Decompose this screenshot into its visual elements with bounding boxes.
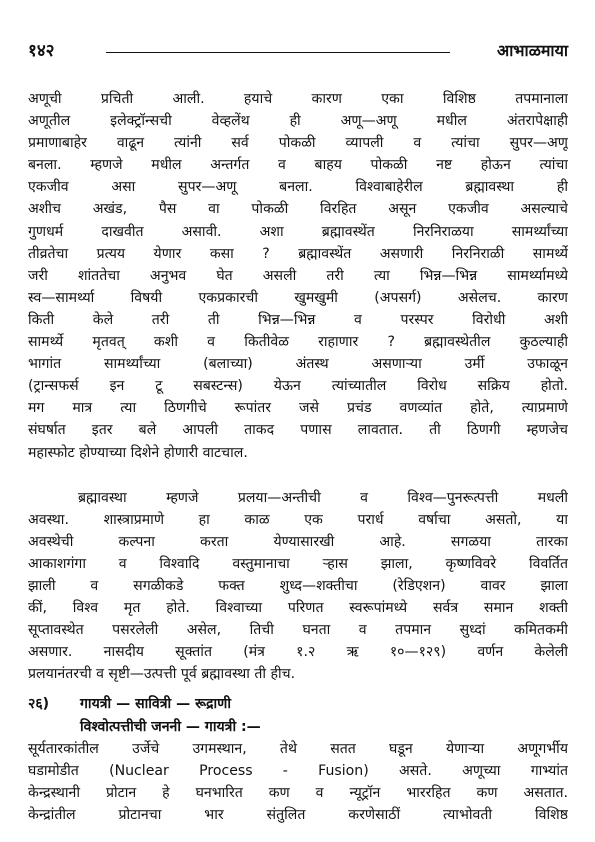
text-line: अवस्थेची कल्पना करता येण्यासारखी आहे. सगळया तारका [28,533,568,550]
text-line: ब्रह्मावस्था म्हणजे प्रलया—अन्तीची व विश्व—पुनरूत्पत्ती मधली [78,489,568,506]
text-line: महास्फोट होण्याच्या दिशेने होणारी वाटचाल. [28,444,248,461]
text-line: प्रमाणाबाहेर वाढून त्यांनी सर्व पोकळी व्यापली व त्यांचा सुपर—अणू [28,135,568,152]
text-line: अणूची प्रचिती आली. हयाचे कारण एका विशिष्ठ तपमानाला [28,91,568,107]
section-number: २६) [28,696,50,713]
text-line: केन्द्रांतील प्रोटानचा भार संतुलित करणेसाठीं त्याभोवती विशिष्ठ [28,806,568,823]
text-line: (ट्रान्सफर्स इन टू सबस्टन्स) येऊन त्यांच्यातील विरोध सक्रिय होतो. [28,378,568,395]
text-line: सूप्तावस्थेत पसरलेली असेल, तिची घनता व तपमान सुध्दां कमितकमी [28,622,568,639]
text-line: गुणधर्म दाखवीत असावी. अशा ब्रह्मावस्थेंत निरनिराळया सामर्थ्यांच्या [28,223,568,240]
text-line: घडामोडीत (Nuclear Process - Fusion) असते. अणूच्या गाभ्यांत [28,762,568,779]
text-line: आकाशगंगा व विश्वादि वस्तुमानाचा ऱ्हास झाला, कृष्णविवरे विवर्तित [28,555,568,572]
header-rule [106,52,450,53]
text-line: स्व—सामर्थ्या विषयी एकप्रकारची खुमखुमी (अपसर्ग) असेलच. कारण [28,289,568,306]
text-line: सामर्थ्ये मृतवत् कशी व कितीवेळ राहाणार ? ब्रह्मावस्थेतील कुठल्याही [28,334,568,351]
page-header [28,40,568,62]
text-line: एकजीव असा सुपर—अणू बनला. विश्वाबाहेरील ब्रह्मावस्था ही [28,179,568,196]
text-line: अशीच अखंड, पैस वा पोकळी विरहित असून एकजीव असल्याचे [28,201,568,218]
paragraph-3 [28,738,568,826]
text-line: अवस्था. शास्त्राप्रमाणे हा काळ एक परार्ध वर्षाचा असतो, या [28,511,568,528]
page-content [28,88,568,826]
text-line: मग मात्र त्या ठिणगीचे रूपांतर जसे प्रचंड वणव्यांत होते, त्याप्रमाणे [28,400,568,417]
paragraph-2 [28,487,568,686]
text-line: कीं, विश्व मृत होते. विश्वाच्या परिणत स्वरूपांमध्ये सर्वत्र समान शक्ती [28,600,568,617]
section-gap [28,685,568,693]
text-line: प्रलयानंतरची व सृष्टी—उत्पत्ती पूर्व ब्रह्मावस्था ती हीच. [28,666,296,683]
section-heading [28,693,568,737]
section-title-line [28,693,568,715]
text-line: संघर्षात इतर बले आपली ताकद पणास लावतात. ती ठिणगी म्हणजेच [28,422,568,439]
text-line: किती केले तरी ती भिन्न—भिन्न व परस्पर विरोधी अशी [28,311,568,328]
page-number: १४२ [28,41,55,61]
text-line: भागांत सामर्थ्यांच्या (बलाच्या) अंतस्थ असणाऱ्या उर्मी उफाळून [28,356,568,373]
paragraph-1 [28,88,568,464]
text-line: जरी शांततेचा अनुभव घेत असली तरी त्या भिन्न—भिन्न सामर्थ्यामध्ये [28,267,568,284]
text-line: सूर्यतारकांतील उर्जेचे उगमस्थान, तेथे सतत घडून येणाऱ्या अणूगर्भीय [28,740,568,757]
text-line: असणार. नासदीय सूक्तांत (मंत्र १.२ ऋ १०—१२९) वर्णन केलेली [28,644,568,661]
section-title: गायत्री — सावित्री — रूद्राणी [80,696,232,713]
text-line: केन्द्रस्थानी प्रोटान हे घनभारित कण व न्यूट्रॉन भाररहित कण असतात. [28,784,568,801]
text-line: तीव्रतेचा प्रत्यय येणार कसा ? ब्रह्मावस्थेंत असणारी निरनिराळी सामर्थ्ये [28,245,568,262]
running-title: आभाळमाया [496,41,568,60]
section-subtitle: विश्वोत्पत्तीची जननी — गायत्री :— [80,718,261,735]
text-line: बनला. म्हणजे मधील अन्तर्गत व बाहय पोकळी नष्ट होऊन त्यांचा [28,157,568,174]
text-line: झाली व सगळीकडे फक्त शुध्द—शक्तीचा (रेडिएशन) वावर झाला [28,577,568,594]
paragraph-gap [28,464,568,487]
text-line: अणूतील इलेक्ट्रॉन्सची वेव्हलेंथ ही अणू—अणू मधील अंतरापेक्षाही [28,113,568,130]
